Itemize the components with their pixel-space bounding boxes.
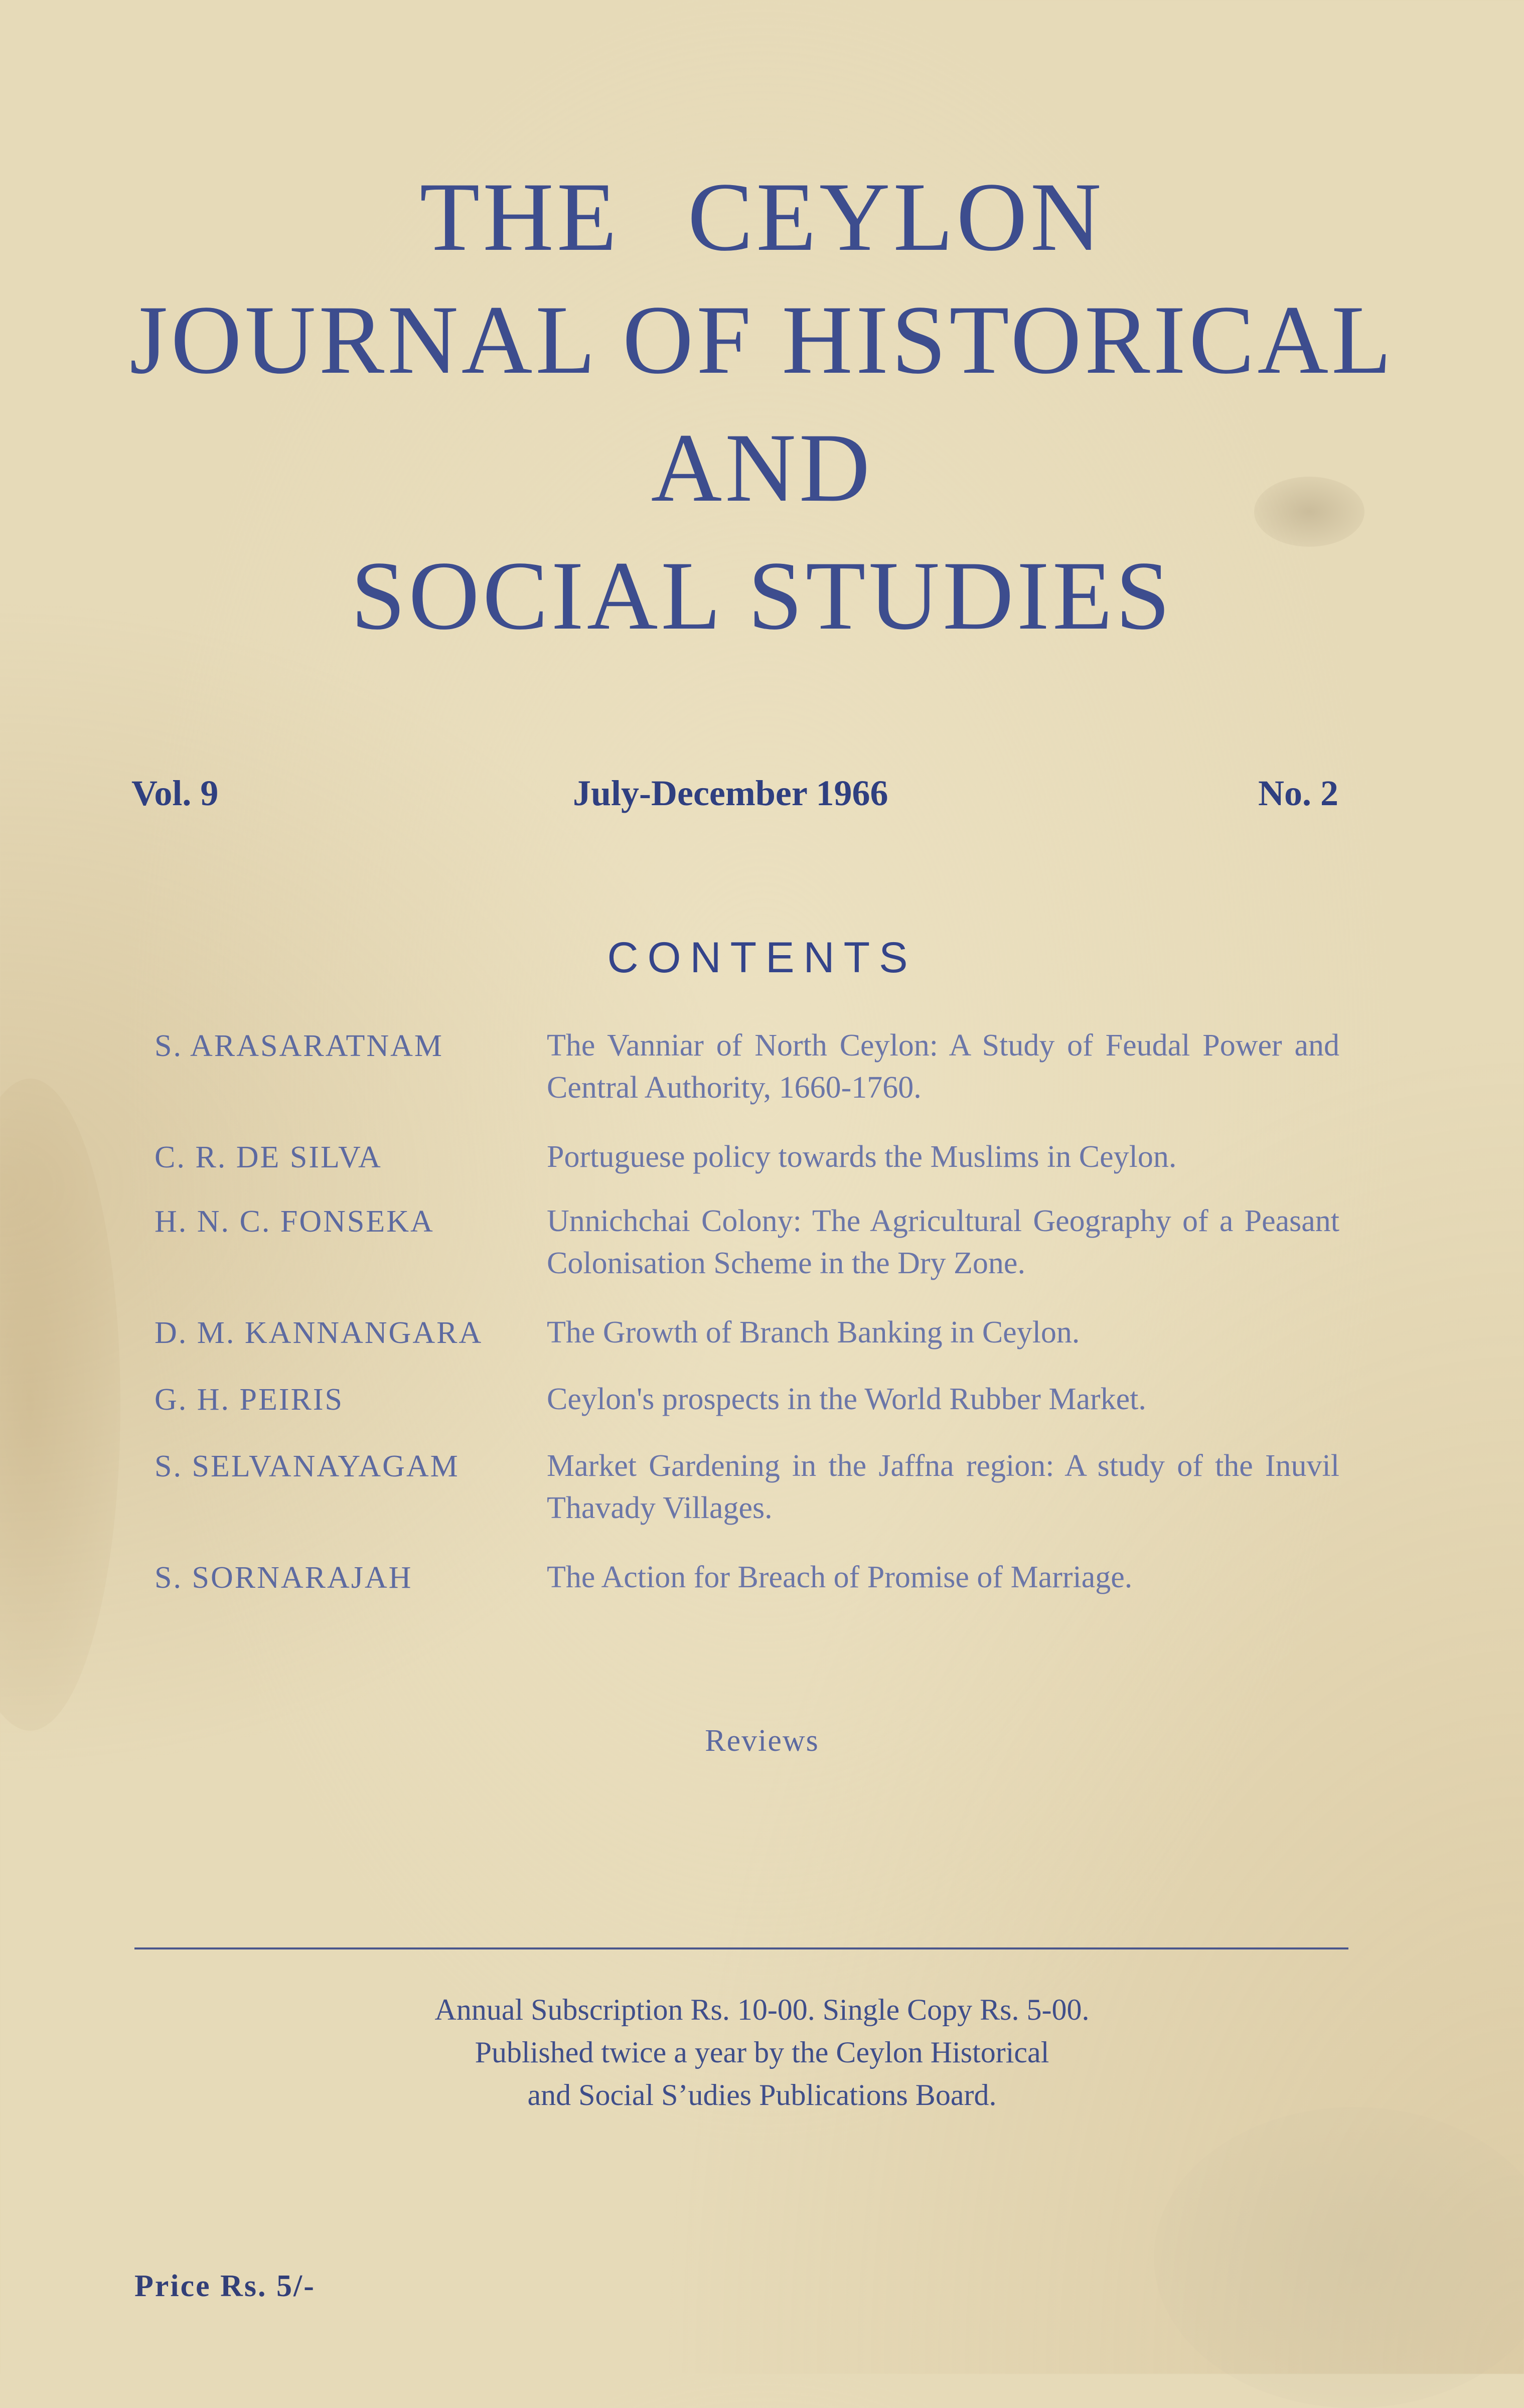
entry-title: Portuguese policy towards the Muslims in Ceylon. bbox=[547, 1140, 1177, 1174]
price-label: Price Rs. 5/- bbox=[134, 2269, 316, 2303]
divider-rule bbox=[134, 1947, 1348, 1949]
issue-number: No. 2 bbox=[1258, 773, 1338, 813]
entry-title: Unnichchai Colony: The Agricultural Geography of a Peasant Colonisation Scheme in the Dry Zone. bbox=[547, 1204, 1339, 1280]
entry-author: S. SELVANAYAGAM bbox=[155, 1449, 460, 1483]
entry-author: G. H. PEIRIS bbox=[155, 1383, 344, 1417]
journal-title-line-2: JOURNAL OF HISTORICAL bbox=[129, 285, 1395, 394]
journal-title-line-4: SOCIAL STUDIES bbox=[351, 541, 1173, 650]
entry-title: Market Gardening in the Jaffna region: A study of the Inuvil Thavady Villages. bbox=[547, 1449, 1339, 1525]
volume-label: Vol. 9 bbox=[131, 773, 219, 813]
journal-title-line-3: AND bbox=[651, 413, 873, 522]
entry-author: S. ARASARATNAM bbox=[155, 1029, 444, 1063]
entry-title: The Vanniar of North Ceylon: A Study of Feudal Power and Central Authority, 1660-1760. bbox=[547, 1028, 1339, 1105]
entry-author: S. SORNARAJAH bbox=[155, 1561, 413, 1595]
subscription-line: Annual Subscription Rs. 10-00. Single Copy Rs. 5-00. bbox=[434, 1993, 1090, 2026]
entry-title: The Action for Breach of Promise of Marriage. bbox=[547, 1560, 1133, 1594]
entry-author: D. M. KANNANGARA bbox=[155, 1316, 483, 1350]
paper-stain bbox=[1154, 2107, 1524, 2408]
contents-heading: CONTENTS bbox=[607, 934, 917, 982]
journal-title-line-1: THE CEYLON bbox=[419, 163, 1105, 271]
entry-author: H. N. C. FONSEKA bbox=[155, 1205, 434, 1239]
publisher-line-1: Published twice a year by the Ceylon Historical bbox=[475, 2036, 1049, 2069]
paper-stain bbox=[0, 1079, 120, 1731]
publisher-line-2: and Social S’udies Publications Board. bbox=[527, 2078, 997, 2112]
issue-date: July-December 1966 bbox=[573, 773, 888, 813]
entry-title: Ceylon's prospects in the World Rubber Market. bbox=[547, 1382, 1146, 1416]
entry-title: The Growth of Branch Banking in Ceylon. bbox=[547, 1315, 1080, 1349]
entry-author: C. R. DE SILVA bbox=[155, 1140, 382, 1174]
reviews-label: Reviews bbox=[705, 1724, 819, 1758]
